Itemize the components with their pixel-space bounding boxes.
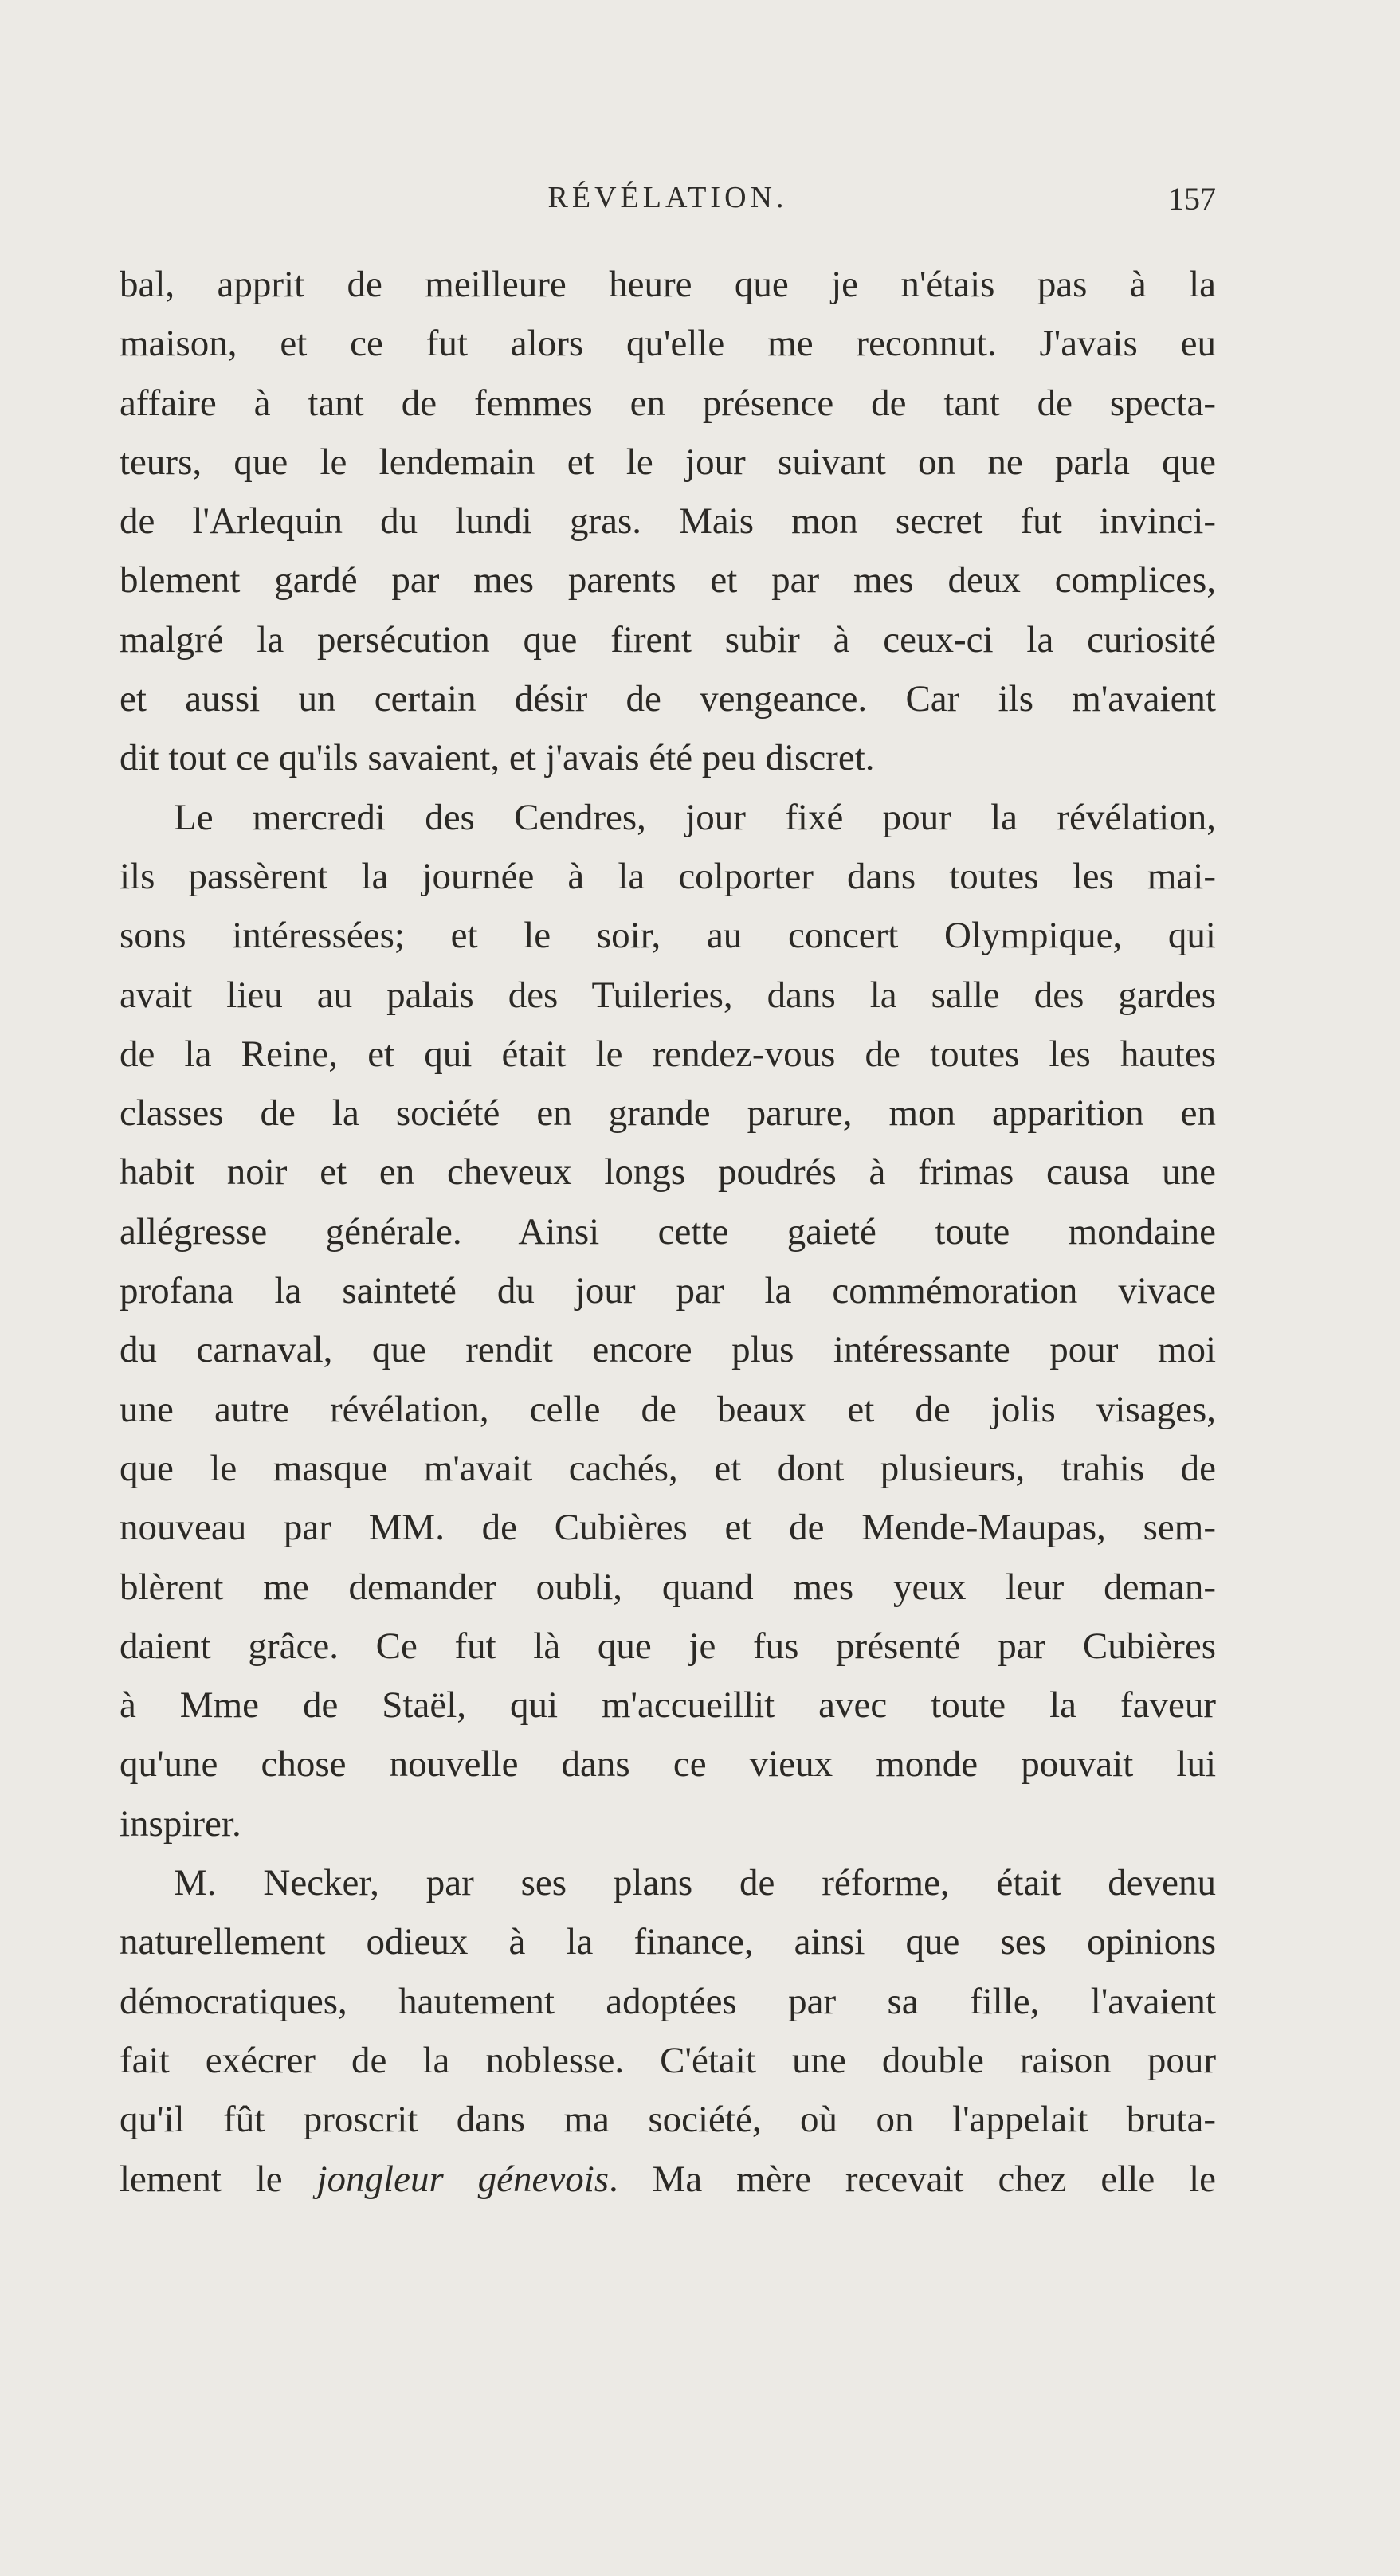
text-line: blèrent me demander oubli, quand mes yeux leur deman- bbox=[120, 1566, 1216, 1608]
text-line: dit tout ce qu'ils savaient, et j'avais été peu discret. bbox=[120, 737, 875, 779]
body-text bbox=[120, 255, 1216, 2209]
text-line: nouveau par MM. de Cubières et de Mende-Maupas, sem- bbox=[120, 1507, 1216, 1549]
text-line: à Mme de Staël, qui m'accueillit avec toute la faveur bbox=[120, 1684, 1216, 1727]
italic-text: jongleur génevois bbox=[316, 2158, 610, 2200]
text-line: ils passèrent la journée à la colporter dans toutes les mai- bbox=[120, 855, 1216, 897]
paragraph-start-line: Le mercredi des Cendres, jour fixé pour la révélation, bbox=[174, 796, 1216, 838]
running-title: RÉVÉLATION. bbox=[547, 181, 788, 214]
paragraph-start-line: M. Necker, par ses plans de réforme, était devenu bbox=[174, 1862, 1216, 1904]
text-line: fait exécrer de la noblesse. C'était une double raison pour bbox=[120, 2039, 1216, 2081]
text-line: de l'Arlequin du lundi gras. Mais mon secret fut invinci- bbox=[120, 500, 1216, 543]
text-line: allégresse générale. Ainsi cette gaieté toute mondaine bbox=[120, 1210, 1216, 1253]
text-segment: . Ma mère recevait chez elle le bbox=[609, 2158, 1216, 2200]
text-line: maison, et ce fut alors qu'elle me reconnut. J'avais eu bbox=[120, 323, 1216, 365]
text-line: bal, apprit de meilleure heure que je n'étais pas à la bbox=[120, 264, 1216, 305]
text-line: une autre révélation, celle de beaux et de jolis visages, bbox=[120, 1388, 1216, 1430]
text-line-last bbox=[120, 2150, 1216, 2209]
text-line: inspirer. bbox=[120, 1802, 241, 1845]
text-line: qu'il fût proscrit dans ma société, où on l'appelait bruta- bbox=[120, 2099, 1216, 2141]
page-header bbox=[120, 180, 1216, 236]
text-line: affaire à tant de femmes en présence de tant de specta- bbox=[120, 382, 1216, 424]
text-line: daient grâce. Ce fut là que je fus présenté par Cubières bbox=[120, 1625, 1216, 1667]
text-segment: lement le bbox=[120, 2158, 317, 2200]
text-line: du carnaval, que rendit encore plus intéressante pour moi bbox=[120, 1329, 1216, 1371]
text-line: que le masque m'avait cachés, et dont plusieurs, trahis de bbox=[120, 1447, 1216, 1489]
text-line: malgré la persécution que firent subir à ceux-ci la curiosité bbox=[120, 618, 1216, 661]
text-line: blement gardé par mes parents et par mes deux complices, bbox=[120, 559, 1216, 602]
text-line: avait lieu au palais des Tuileries, dans la salle des gardes bbox=[120, 974, 1216, 1016]
text-line: qu'une chose nouvelle dans ce vieux monde pouvait lui bbox=[120, 1743, 1216, 1786]
text-line: et aussi un certain désir de vengeance. Car ils m'avaient bbox=[120, 678, 1216, 720]
text-line: profana la sainteté du jour par la commémoration vivace bbox=[120, 1270, 1216, 1312]
text-line: teurs, que le lendemain et le jour suivant on ne parla que bbox=[120, 441, 1216, 483]
text-line: sons intéressées; et le soir, au concert Olympique, qui bbox=[120, 915, 1216, 957]
page-number: 157 bbox=[1168, 181, 1216, 217]
text-line: naturellement odieux à la finance, ainsi que ses opinions bbox=[120, 1921, 1216, 1963]
text-line: classes de la société en grande parure, mon apparition en bbox=[120, 1092, 1216, 1135]
text-line: démocratiques, hautement adoptées par sa fille, l'avaient bbox=[120, 1980, 1216, 2022]
text-line: de la Reine, et qui était le rendez-vous de toutes les hautes bbox=[120, 1033, 1216, 1075]
text-line: habit noir et en cheveux longs poudrés à frimas causa une bbox=[120, 1151, 1216, 1194]
